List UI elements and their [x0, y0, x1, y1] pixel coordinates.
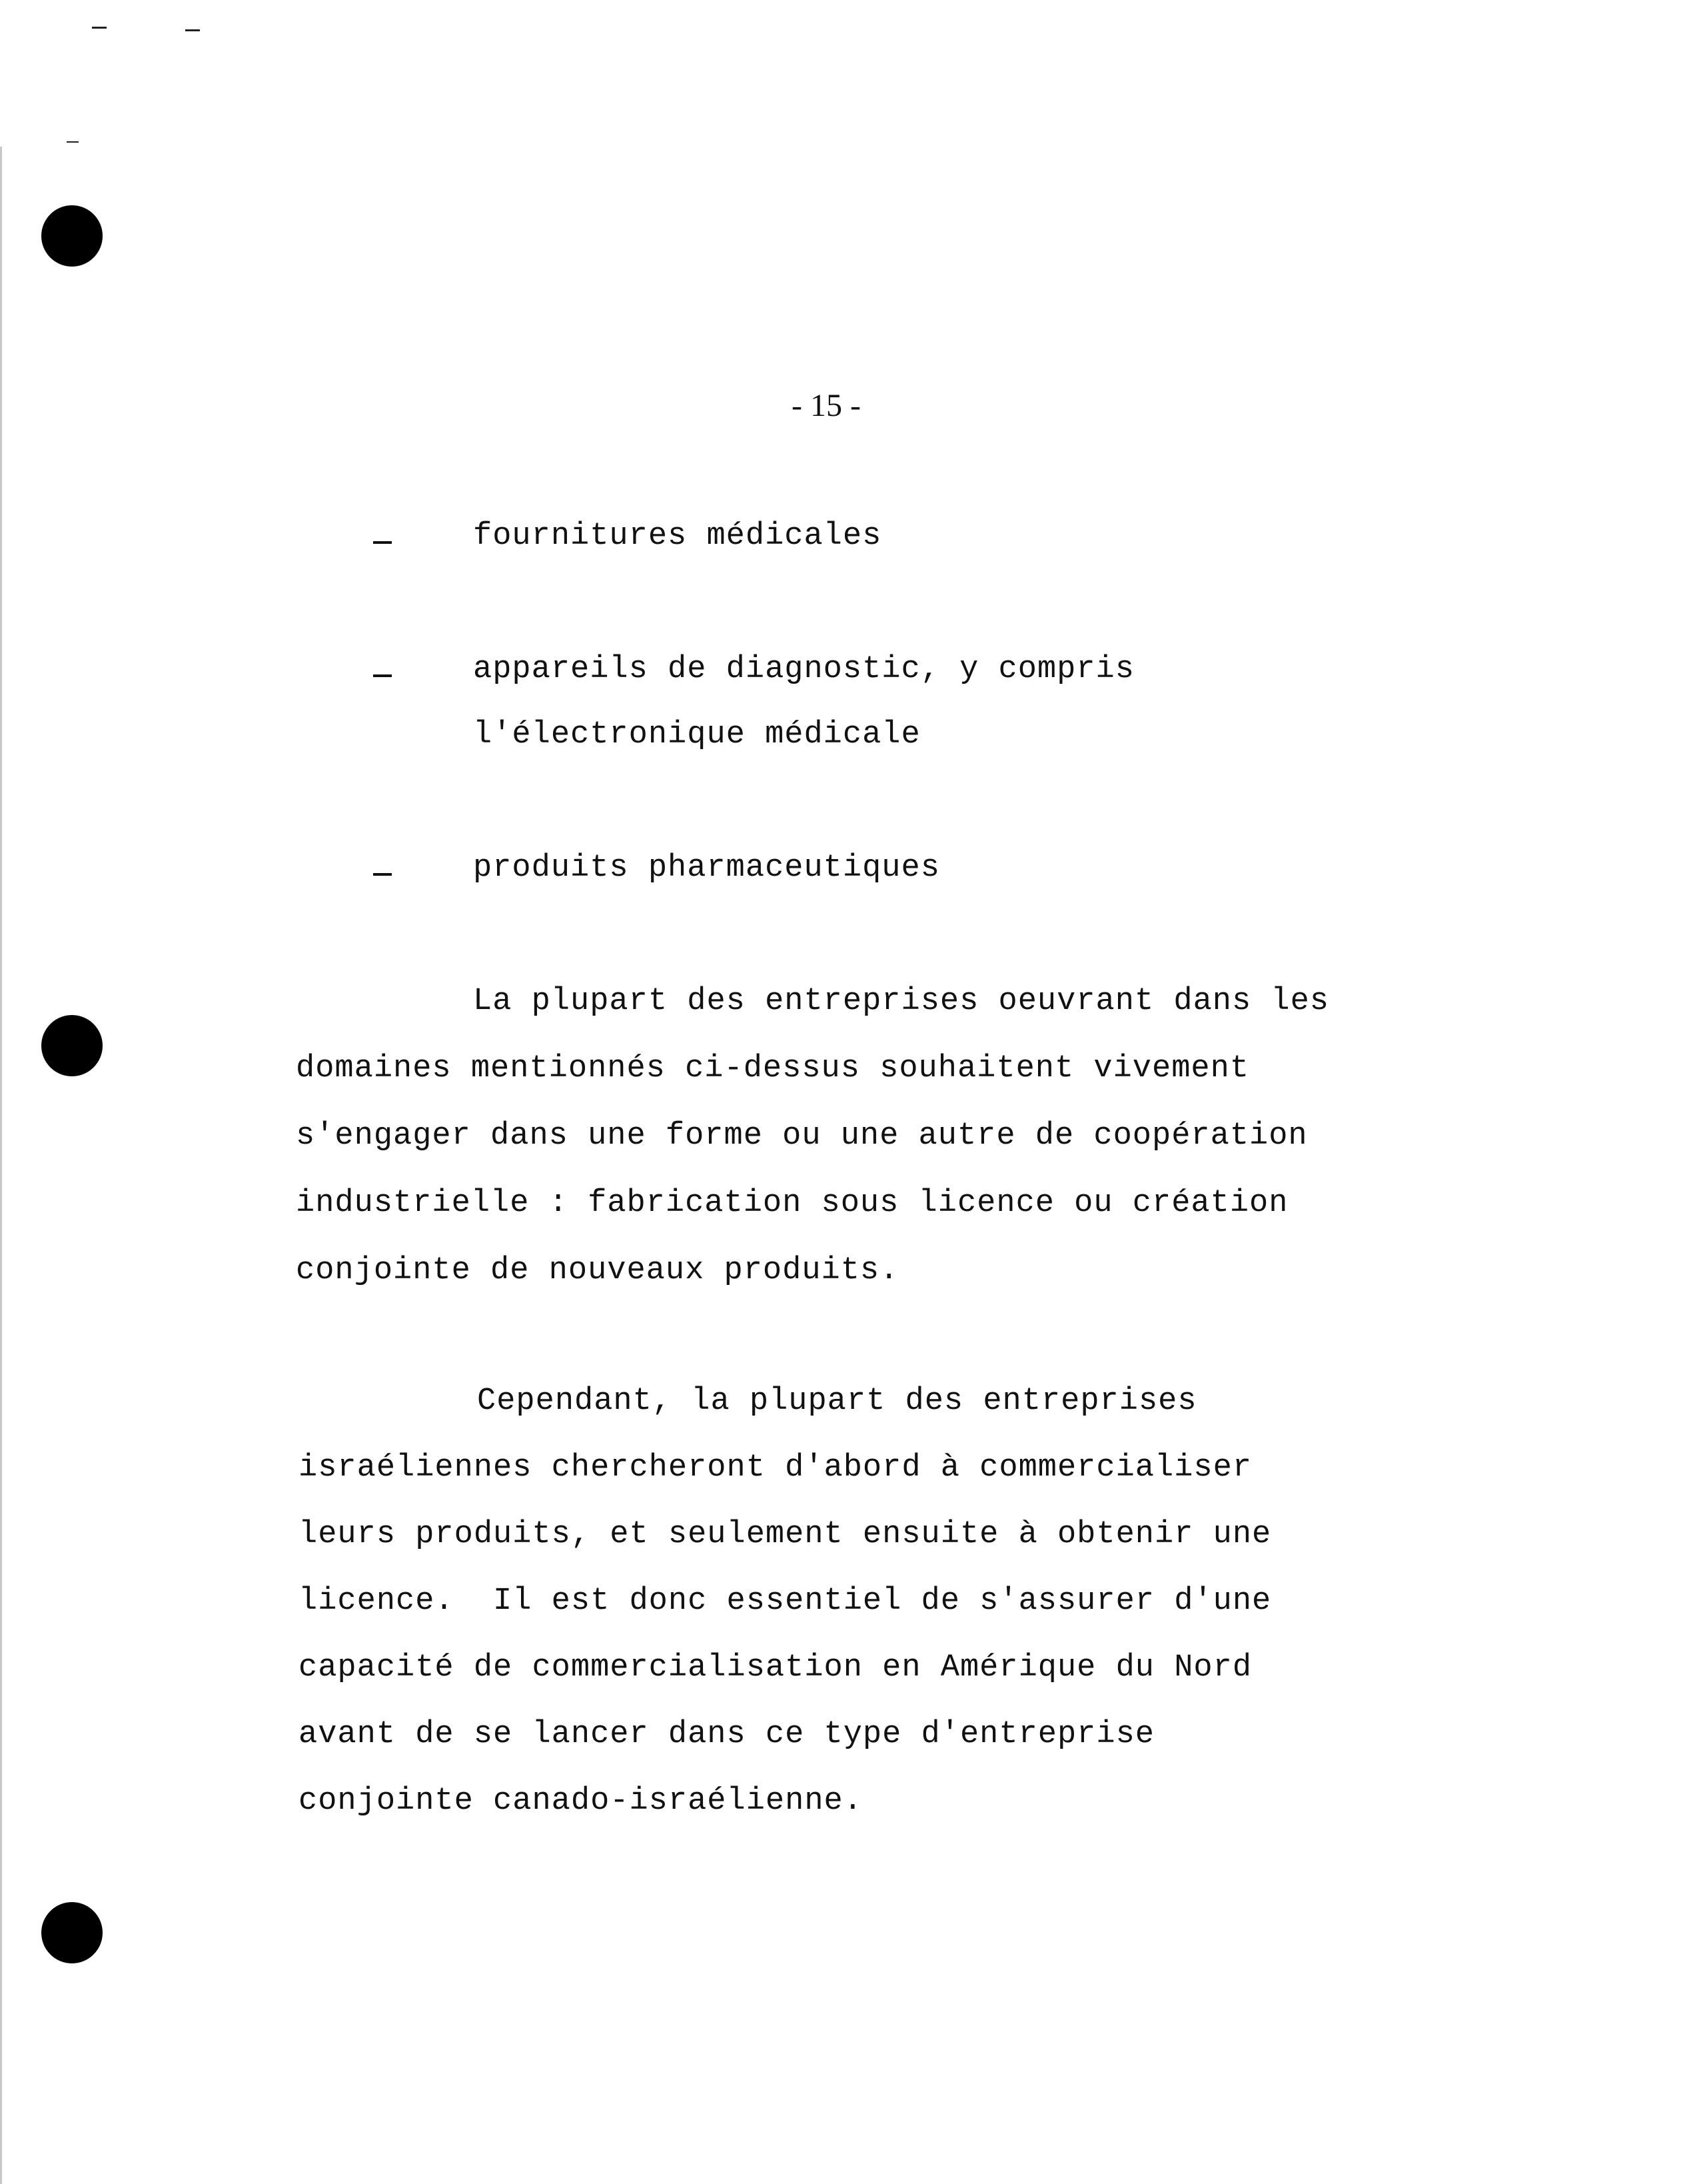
- scan-mark: [92, 27, 107, 29]
- punch-hole: [41, 1015, 103, 1076]
- bullet-dash: [373, 873, 392, 876]
- bullet-dash: [373, 541, 392, 544]
- paragraph-line: avant de se lancer dans ce type d'entreprise: [298, 1717, 1155, 1752]
- paragraph-line: conjointe de nouveaux produits.: [296, 1253, 899, 1288]
- paragraph-line: La plupart des entreprises oeuvrant dans les: [473, 984, 1330, 1019]
- paragraph-line: leurs produits, et seulement ensuite à obtenir une: [298, 1517, 1272, 1552]
- punch-hole: [41, 1902, 103, 1963]
- page-number: - 15 -: [792, 388, 861, 423]
- paragraph-line: domaines mentionnés ci-dessus souhaitent vivement: [296, 1051, 1250, 1086]
- scan-left-edge: [0, 147, 2, 2184]
- paragraph-line: israéliennes chercheront d'abord à commercialiser: [298, 1450, 1253, 1486]
- paragraph-line: Cependant, la plupart des entreprises: [477, 1384, 1197, 1419]
- bullet-line: fournitures médicales: [473, 519, 882, 554]
- scan-mark: [185, 29, 200, 31]
- bullet-dash: [373, 674, 392, 677]
- paragraph-line: s'engager dans une forme ou une autre de coopération: [296, 1118, 1308, 1154]
- bullet-line: l'électronique médicale: [473, 717, 921, 752]
- paragraph-line: industrielle : fabrication sous licence ou création: [296, 1186, 1289, 1221]
- paragraph-line: conjointe canado-israélienne.: [298, 1783, 863, 1819]
- scan-mark: [67, 141, 79, 143]
- punch-hole: [41, 205, 103, 267]
- paragraph-line: capacité de commercialisation en Amérique du Nord: [298, 1650, 1253, 1685]
- bullet-line: produits pharmaceutiques: [473, 850, 940, 886]
- bullet-line: appareils de diagnostic, y compris: [473, 652, 1135, 687]
- paragraph-line: licence. Il est donc essentiel de s'assurer d'une: [298, 1584, 1272, 1619]
